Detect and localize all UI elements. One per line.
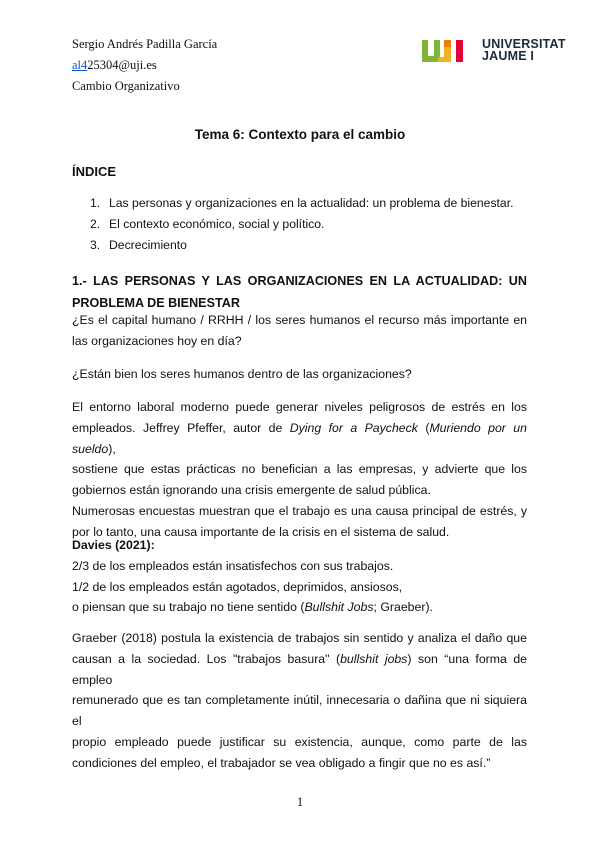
text-run: ) son “una forma de empleo	[72, 651, 527, 687]
paragraph-line	[72, 597, 527, 618]
section-heading	[72, 270, 527, 314]
paragraph-line	[72, 418, 527, 460]
body-paragraph-graeber	[72, 628, 527, 774]
paragraph-line: Numerosas encuestas muestran que el trabajo es una causa principal de estrés, y	[72, 503, 527, 518]
email-link[interactable]: al4	[72, 58, 88, 72]
question-line: ¿Están bien los seres humanos dentro de las organizaciones?	[72, 367, 412, 381]
index-item-number: 2.	[90, 217, 101, 231]
email-rest: 25304@uji.es	[87, 58, 157, 72]
index-item-text: Las personas y organizaciones en la actualidad: un problema de bienestar.	[109, 196, 514, 210]
logo-j-accent	[444, 40, 451, 47]
paragraph-line: Graeber (2018) postula la existencia de trabajos sin sentido y analiza el daño que	[72, 631, 527, 645]
index-list	[90, 195, 513, 258]
index-item-text: El contexto económico, social y político.	[109, 217, 325, 231]
paragraph-line: El entorno laboral moderno puede generar niveles peligrosos de estrés en los	[72, 400, 527, 414]
question-line: ¿Es el capital humano / RRHH / los seres humanos el recurso más importante en	[72, 313, 527, 327]
index-item	[90, 237, 513, 258]
question-line: las organizaciones hoy en día?	[72, 333, 242, 348]
paragraph-line: condiciones del empleo, el trabajador se vea obligado a fingir que no es así.”	[72, 755, 491, 770]
paragraph-line: gobiernos están ignorando una crisis emergente de salud pública.	[72, 483, 431, 498]
logo-line-1: UNIVERSITAT	[482, 37, 566, 51]
text-run: (	[417, 420, 430, 435]
paragraph-line: propio empleado puede justificar su existencia, aunque, como parte de las	[72, 734, 527, 749]
course-name: Cambio Organizativo	[72, 79, 180, 93]
book-title: Dying for a Paycheck	[289, 420, 418, 435]
text-run: o piensan que su trabajo no tiene sentido (	[72, 600, 305, 615]
davies-block	[72, 535, 527, 618]
davies-heading: Davies (2021):	[72, 538, 155, 552]
page-number: 1	[296, 795, 304, 809]
logo-u-shape	[422, 40, 440, 62]
question-paragraph-2	[72, 364, 527, 385]
author-email[interactable]	[72, 55, 217, 76]
text-run: causan a la sociedad. Los "trabajos basura" (	[72, 651, 341, 666]
paragraph-line: 1/2 de los empleados están agotados, deprimidos, ansiosos,	[72, 579, 403, 594]
paragraph-line: remunerado que es tan completamente inútil, innecesaria o dañina que ni siquiera el	[72, 693, 527, 729]
text-run: ; Graeber).	[373, 600, 433, 615]
paragraph-line: 2/3 de los empleados están insatisfechos con sus trabajos.	[72, 558, 394, 573]
document-header	[72, 34, 217, 97]
page-title: Tema 6: Contexto para el cambio	[194, 127, 406, 142]
logo-i-shape	[456, 40, 463, 62]
logo-line-2: JAUME I	[482, 49, 535, 63]
index-item	[90, 216, 513, 237]
paragraph-line: por lo tanto, una causa importante de la crisis en el sistema de salud.	[72, 524, 450, 539]
book-title: Bullshit Jobs	[304, 600, 374, 615]
book-title-translation: Muriendo por un sueldo	[72, 420, 527, 456]
index-item-text: Decrecimiento	[109, 238, 187, 252]
body-paragraph-pfeffer	[72, 397, 527, 543]
section-heading-line-1: 1.- LAS PERSONAS Y LAS ORGANIZACIONES EN LA ACTUALIDAD: UN	[72, 274, 527, 288]
text-run: empleados. Jeffrey Pfeffer, autor de	[72, 420, 290, 435]
term-emphasis: bullshit jobs	[340, 651, 408, 666]
index-item-number: 3.	[90, 238, 101, 252]
question-paragraph	[72, 310, 527, 352]
author-name: Sergio Andrés Padilla García	[72, 37, 218, 51]
section-heading-line-2: PROBLEMA DE BIENESTAR	[72, 296, 240, 310]
index-item	[90, 195, 513, 216]
paragraph-line	[72, 649, 527, 691]
paragraph-line: sostiene que estas prácticas no benefician a las empresas, y advierte que los	[72, 462, 527, 477]
index-item-number: 1.	[90, 196, 101, 210]
text-run: ),	[108, 441, 116, 456]
index-heading: ÍNDICE	[72, 164, 117, 179]
logo-wordmark	[482, 38, 566, 62]
